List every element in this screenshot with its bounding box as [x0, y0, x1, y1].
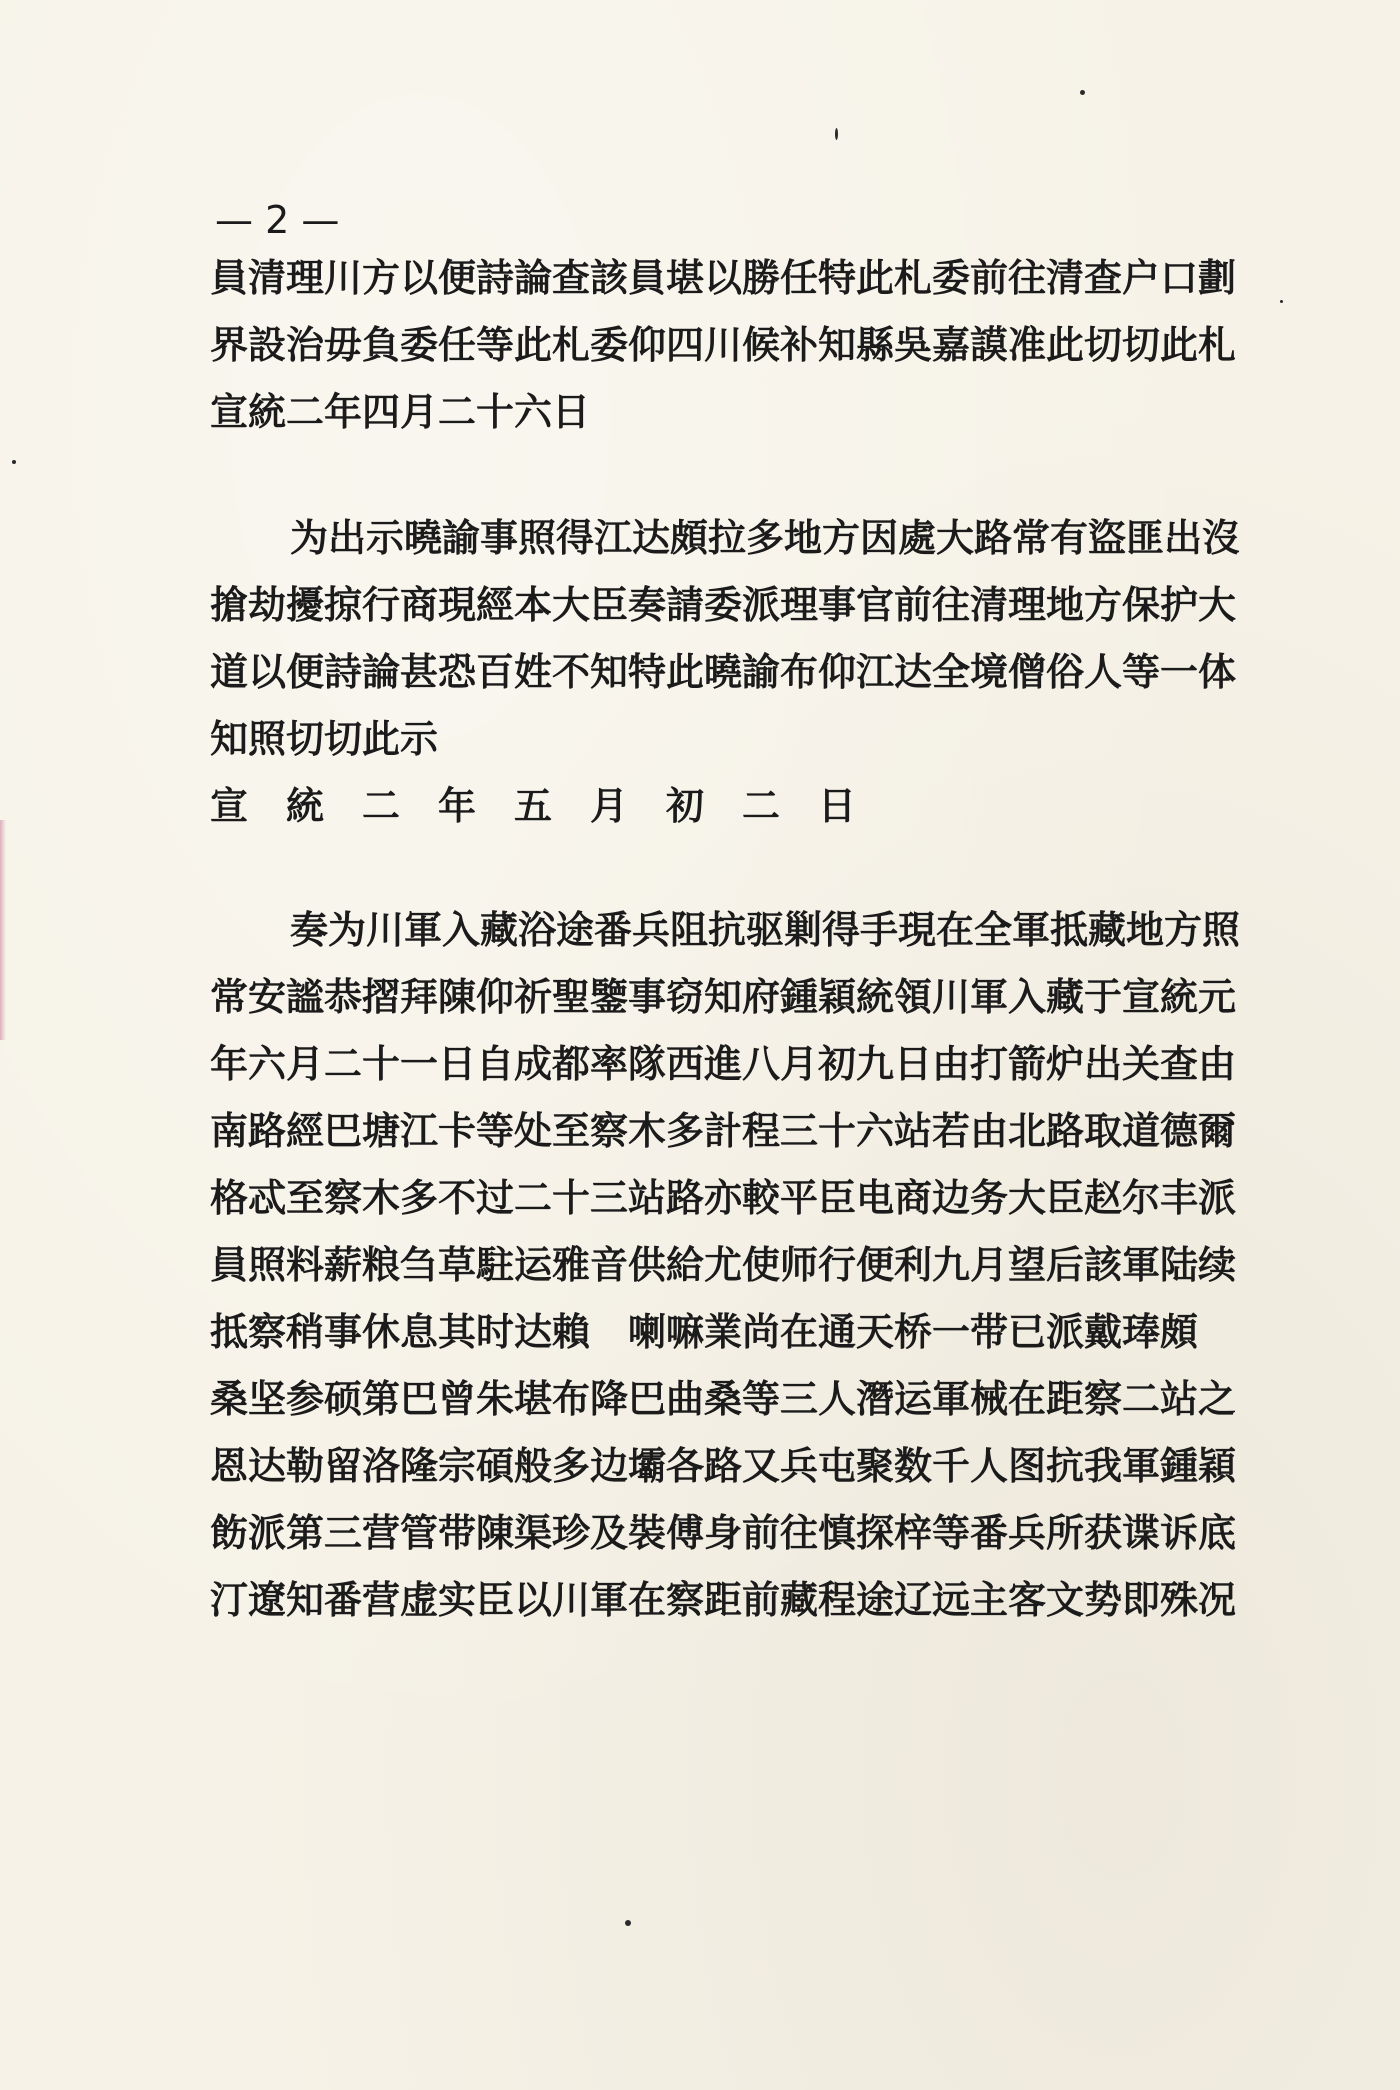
text-line: 恩达勒留洛隆宗碩般多边壩各路又兵屯聚数千人图抗我軍鍾穎 [210, 1443, 1237, 1488]
text-line: 員清理川方以便詩論查該員堪以勝任特此札委前往清查户口劃 [210, 255, 1237, 300]
text-line: 桑坚参硕第巴曾朱堪布降巴曲桑等三人潛运軍械在距察二站之 [210, 1376, 1237, 1421]
paper-speck [12, 460, 16, 464]
text-line: 为出示曉諭事照得江达頗拉多地方因處大路常有盜匪出沒 [290, 515, 1241, 560]
text-line: 搶劫擾掠行商現經本大臣奏請委派理事官前往清理地方保护大 [210, 582, 1237, 627]
text-line: 飭派第三营管带陳渠珍及裝傅身前往慎探梓等番兵所获谍诉底 [210, 1510, 1237, 1555]
paper-speck [1080, 90, 1085, 95]
text-line: 抵察稍事休息其时达賴 喇嘛業尚在通天桥一带已派戴琫頗 [210, 1309, 1199, 1354]
page-edge-stain [0, 820, 6, 1040]
text-line: 南路經巴塘江卡等处至察木多計程三十六站若由北路取道德爾 [210, 1108, 1237, 1153]
text-line: 員照料薪粮刍草駐运雅音供給尤使师行便利九月望后該軍陆续 [210, 1242, 1237, 1287]
text-line: 汀遼知番营虚实臣以川軍在察距前藏程途辽远主客文势即殊况 [210, 1577, 1237, 1622]
text-line: 道以便詩論甚恐百姓不知特此曉諭布仰江达全境僧俗人等一体 [210, 649, 1237, 694]
text-line: 奏为川軍入藏浴途番兵阻抗驱剿得手現在全軍抵藏地方照 [290, 907, 1241, 952]
page-number: — 2 — [215, 198, 340, 242]
section-date: 宣統二年五月初二日 [210, 783, 895, 828]
text-line: 年六月二十一日自成都率隊西進八月初九日由打箭炉出关查由 [210, 1041, 1237, 1086]
text-line: 宣統二年四月二十六日 [210, 389, 591, 434]
text-line: 知照切切此示 [210, 716, 439, 761]
paper-speck [625, 1920, 631, 1926]
text-line: 格忒至察木多不过二十三站路亦較平臣电商边务大臣赵尔丰派 [210, 1175, 1237, 1220]
text-line: 常安謐恭摺拜陳仰祈聖鑒事窃知府鍾穎統領川軍入藏于宣統元 [210, 974, 1237, 1019]
paper-speck [1280, 300, 1283, 303]
paper-speck [835, 128, 838, 140]
text-line: 界設治毋負委任等此札委仰四川候补知縣吳嘉謨准此切切此札 [210, 322, 1237, 367]
